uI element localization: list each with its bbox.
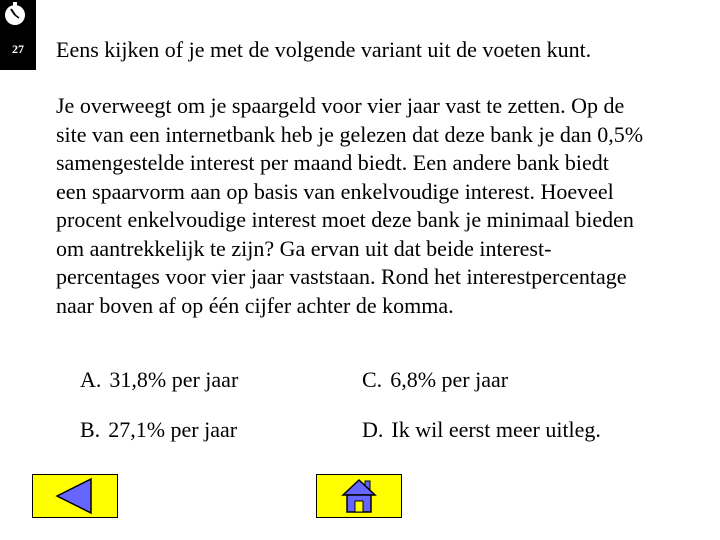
option-a[interactable] [80,366,238,394]
question-line: om aantrekkelijk te zijn? Ga ervan uit dat beide interest- [56,235,552,261]
stopwatch-icon [1,0,29,28]
option-text: 31,8% per jaar [109,367,239,392]
question-line: procent enkelvoudige interest moet deze bank je minimaal bieden [56,207,634,232]
option-c[interactable] [362,366,508,394]
option-letter: D. [362,417,384,442]
option-text: 6,8% per jaar [390,367,509,392]
slide-number: 27 [12,42,24,56]
question-line: site van een internetbank heb je gelezen dat deze bank je dan 0,5% [56,121,644,147]
question-line: een spaarvorm aan op basis van enkelvoudige interest. Hoeveel [56,178,614,204]
back-button[interactable] [32,474,118,518]
left-triangle-icon [33,475,117,517]
option-letter: A. [80,367,102,392]
option-text: Ik wil eerst meer uitleg. [391,417,601,442]
question-text [56,92,706,320]
page-title: Eens kijken of je met de volgende variant uit de voeten kunt. [56,37,592,62]
sidebar [0,0,36,70]
option-letter: B. [80,417,101,442]
option-text: 27,1% per jaar [108,417,238,442]
question-line: percentages voor vier jaar vaststaan. Rond het interestpercentage [56,264,627,289]
question-line: samengestelde interest per maand biedt. Een andere bank biedt [56,150,609,175]
home-icon [317,475,401,517]
question-line: naar boven af op één cijfer achter de komma. [56,292,454,318]
home-button[interactable] [316,474,402,518]
option-letter: C. [362,367,383,392]
question-line: Je overweegt om je spaargeld voor vier jaar vast te zetten. Op de [56,93,625,118]
option-d[interactable] [362,416,601,444]
option-b[interactable] [80,416,237,444]
